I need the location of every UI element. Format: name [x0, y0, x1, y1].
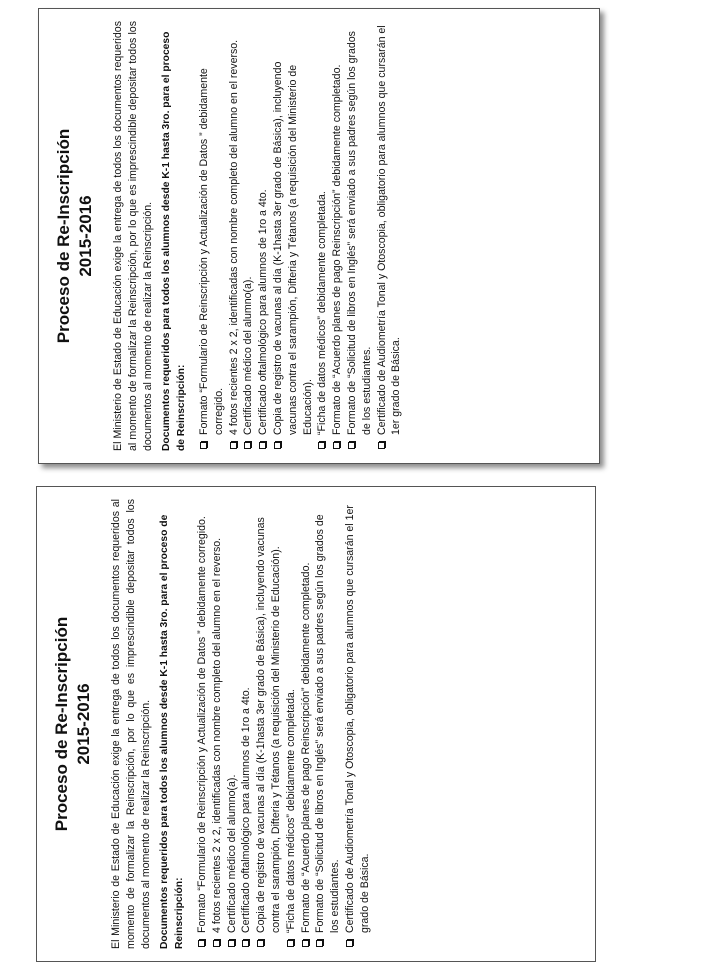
list-item: Formato de “Acuerdo planes de pago Reinscripción” debidamente completado.	[299, 499, 314, 949]
list-item: Certificado médico del alumno(a).	[225, 499, 240, 949]
flyer-panel-right	[38, 8, 600, 464]
list-item: Certificado oftalmológico para alumnos de 1ro a 4to.	[256, 21, 271, 451]
requirements-heading: Documentos requeridos para todos los alumnos desde K-1 hasta 3ro. para el proceso de Reinscripción:	[158, 514, 185, 949]
list-item: Certificado de Audiometría Tonal y Otoscopia, obligatorio para alumnos que cursarán el 1er grado de Básica.	[343, 499, 373, 949]
checkbox-icon	[378, 442, 385, 449]
list-item: Certificado oftalmológico para alumnos de 1ro a 4to.	[239, 499, 254, 949]
flyer-title-line1: Proceso de Re-Inscripción	[52, 616, 71, 832]
checkbox-icon	[200, 442, 207, 449]
flyer-title-line2: 2015-2016	[74, 683, 93, 765]
checkbox-icon	[348, 442, 355, 449]
list-item: Copia de registro de vacunas al día (K-1hasta 3er grado de Básica), incluyendo vacunas contra el sarampión, Difteria y Tétanos (a requisición del Ministerio de Educación).	[254, 499, 284, 949]
flyer-title	[53, 21, 97, 451]
list-item: Formato “Formulario de Reinscripción y Actualización de Datos ” debidamente corregido.	[195, 499, 210, 949]
checkbox-icon	[274, 442, 281, 449]
list-item: Formato “Formulario de Reinscripción y Actualización de Datos ” debidamente corregido.	[197, 21, 227, 451]
flyer-title	[51, 499, 95, 949]
list-item: “Ficha de datos médicos” debidamente completada.	[284, 499, 299, 949]
list-item: 4 fotos recientes 2 x 2, identificadas con nombre completo del alumno en el reverso.	[210, 499, 225, 949]
flyer-content-rotated	[39, 9, 600, 464]
checkbox-icon	[346, 940, 353, 947]
checkbox-icon	[318, 442, 325, 449]
list-item: “Ficha de datos médicos” debidamente completada.	[315, 21, 330, 451]
list-item: Formato de “Solicitud de libros en Inglés” será enviado a sus padres según los grados de los estudiantes.	[345, 21, 375, 451]
checkbox-icon	[257, 940, 264, 947]
list-item: 4 fotos recientes 2 x 2, identificadas con nombre completo del alumno en el reverso.	[227, 21, 242, 451]
list-item: Certificado médico del alumno(a).	[241, 21, 256, 451]
requirements-list	[195, 499, 373, 949]
flyer-panel-left	[36, 486, 596, 962]
flyer-content-rotated	[37, 487, 596, 962]
checkbox-icon	[213, 940, 220, 947]
checkbox-icon	[333, 442, 340, 449]
checkbox-icon	[228, 940, 235, 947]
checkbox-icon	[198, 940, 205, 947]
checkbox-icon	[230, 442, 237, 449]
flyer-title-line2: 2015-2016	[76, 195, 95, 277]
list-item: Formato de “Acuerdo planes de pago Reinscripción” debidamente completado.	[330, 21, 345, 451]
list-item: Formato de “Solicitud de libros en Inglés” será enviado a sus padres según los grados de los estudiantes.	[313, 499, 343, 949]
checkbox-icon	[302, 940, 309, 947]
flyer-content	[37, 487, 373, 962]
checkbox-icon	[287, 940, 294, 947]
flyer-title-line1: Proceso de Re-Inscripción	[54, 128, 73, 344]
checkbox-icon	[244, 442, 251, 449]
flyer-content	[39, 9, 404, 464]
flyer-intro: El Ministerio de Estado de Educación exige la entrega de todos los documentos requeridos al momento de formalizar la Reinscripción, por lo que es imprescindible depositar todos los documentos al momento de realizar la Reinscripción.	[110, 499, 153, 949]
checkbox-icon	[316, 940, 323, 947]
list-item: Certificado de Audiometría Tonal y Otoscopia, obligatorio para alumnos que cursarán el 1er grado de Básica.	[375, 21, 405, 451]
checkbox-icon	[242, 940, 249, 947]
requirements-heading: Documentos requeridos para todos los alumnos desde K-1 hasta 3ro. para el proceso de Reinscripción:	[160, 31, 187, 451]
flyer-intro: El Ministerio de Estado de Educación exige la entrega de todos los documentos requeridos al momento de formalizar la Reinscripción, por lo que es imprescindible depositar todos los documentos al momento de realizar la Reinscripción.	[112, 21, 155, 451]
requirements-list	[197, 21, 404, 451]
checkbox-icon	[259, 442, 266, 449]
list-item: Copia de registro de vacunas al día (K-1hasta 3er grado de Básica), incluyendo vacunas contra el sarampión, Difteria y Tétanos (a requisición del Ministerio de Educación).	[271, 21, 315, 451]
